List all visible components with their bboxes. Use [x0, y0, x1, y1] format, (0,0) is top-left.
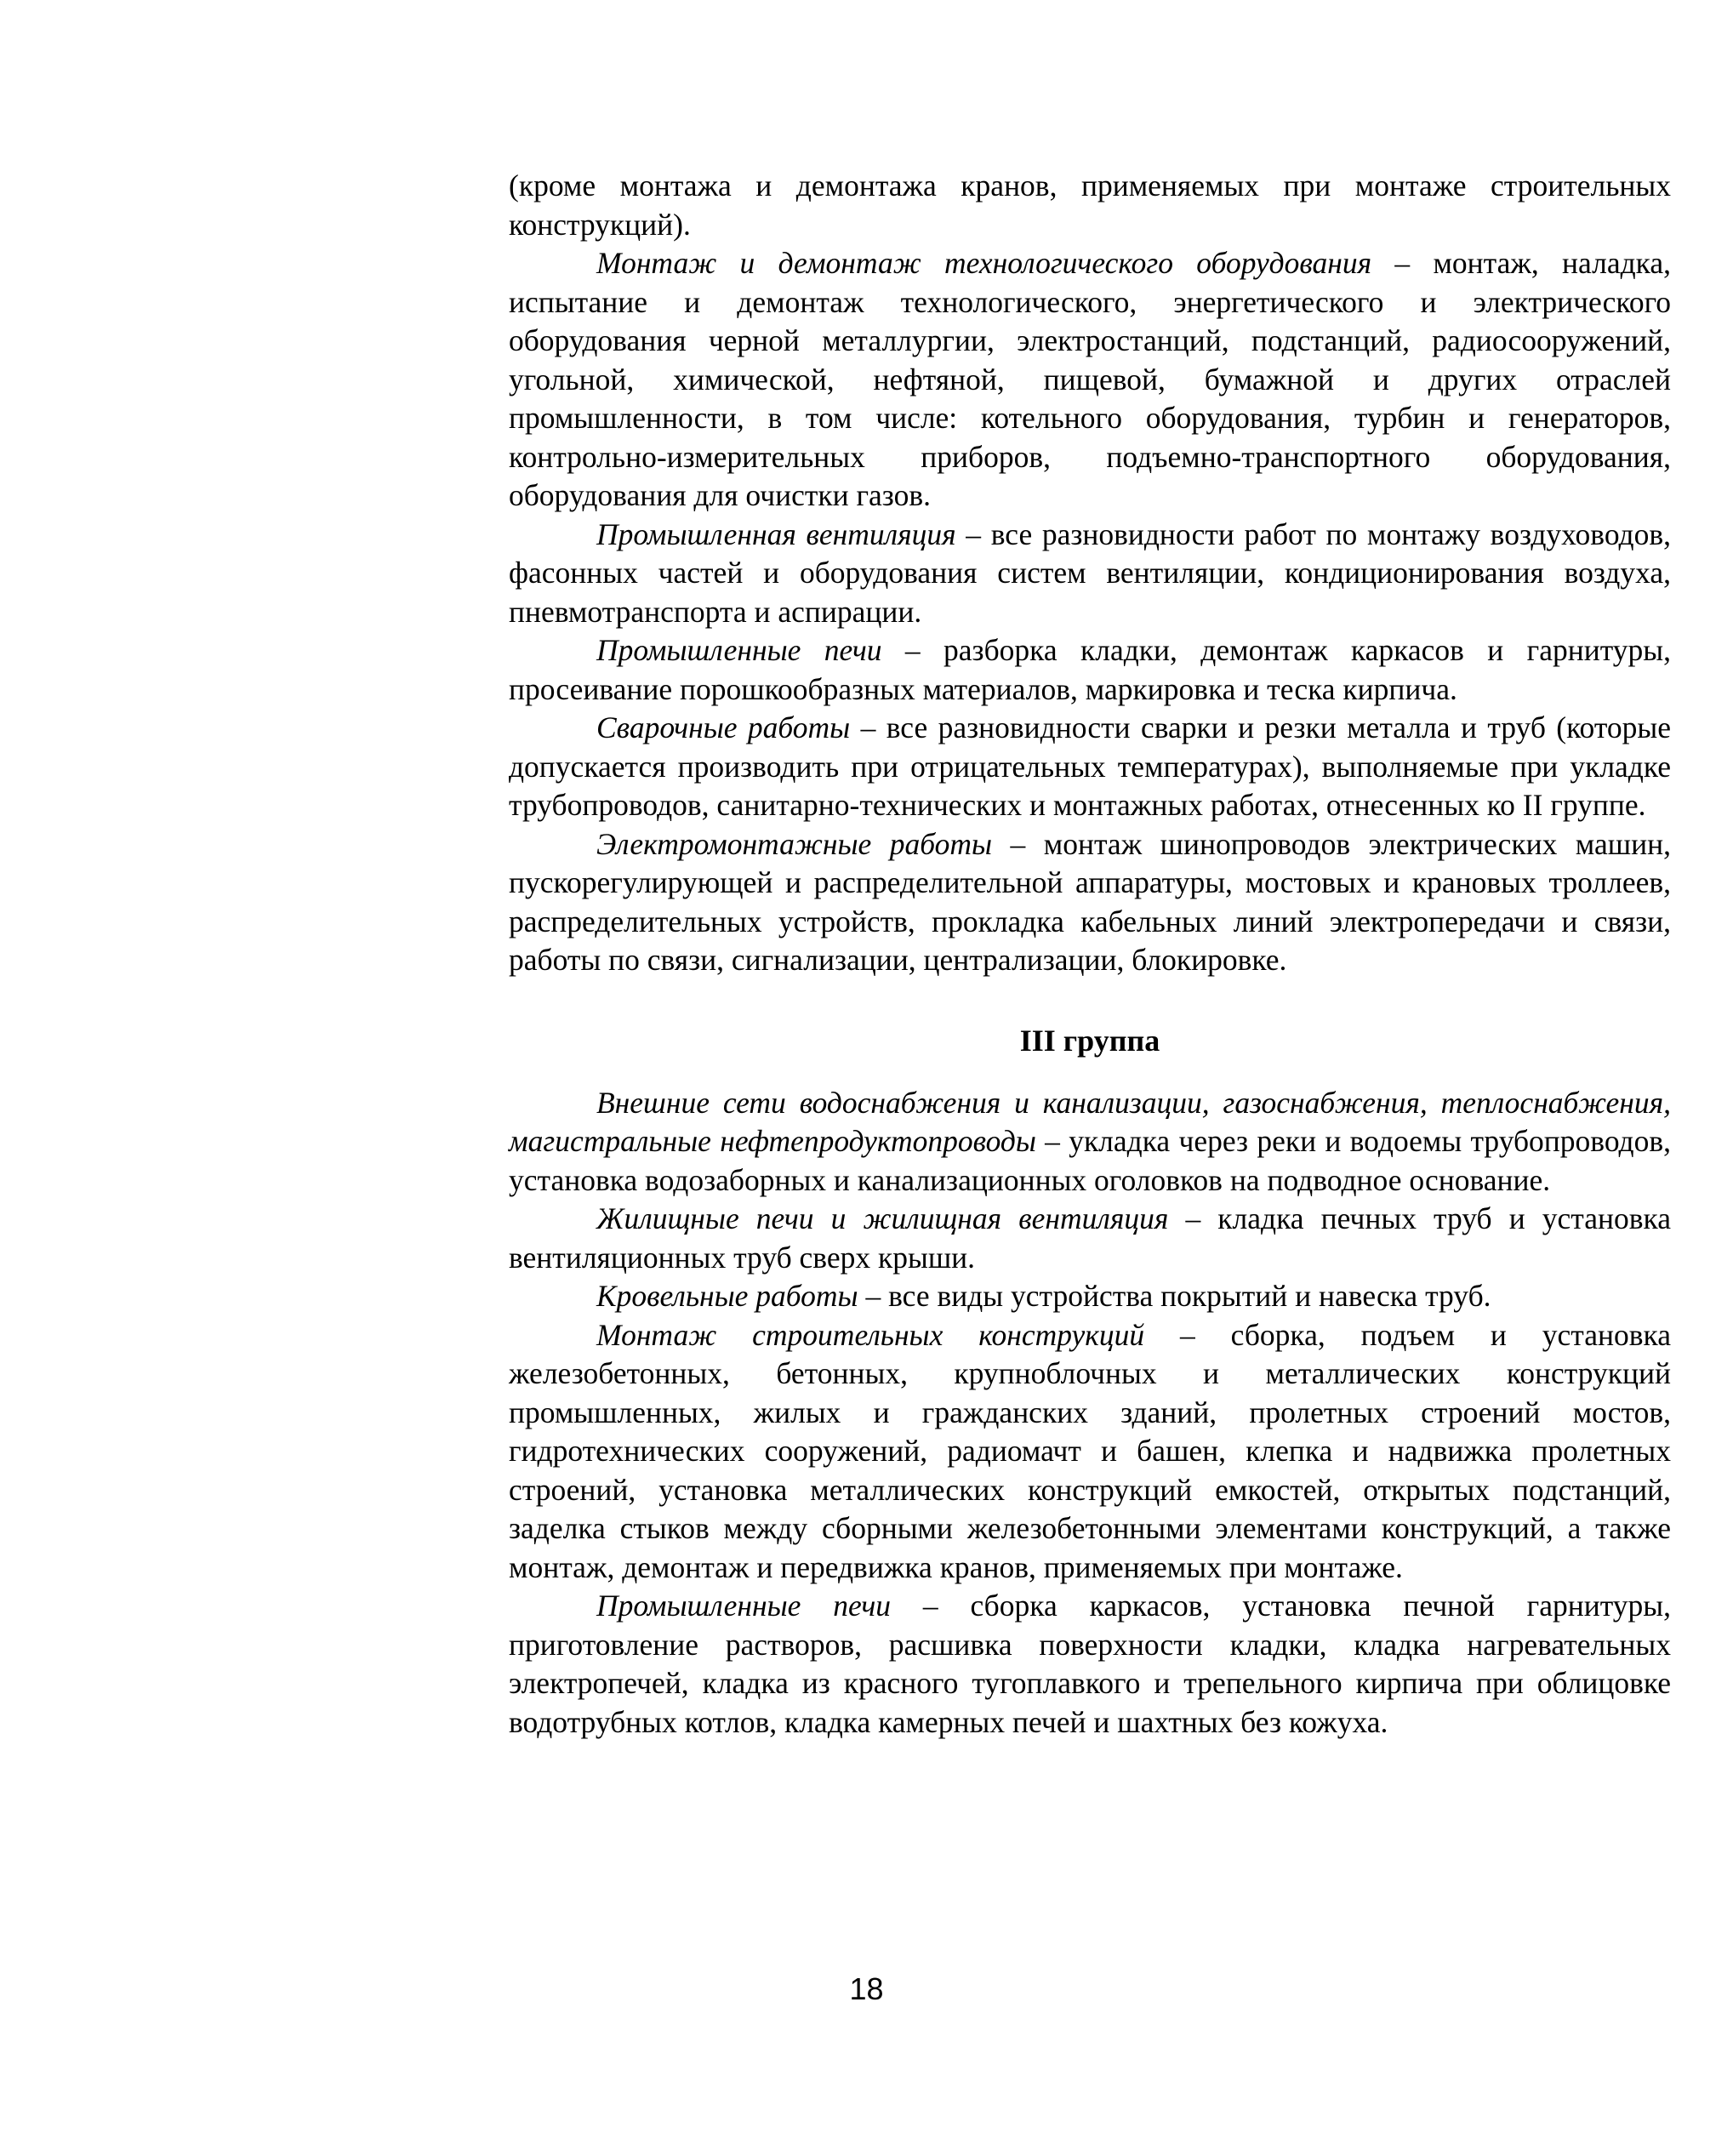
definition: – монтаж, наладка, испытание и демонтаж технологического, энергетического и электрического оборудования черной металлургии, электростанций, подстанций, радиосооружений, угольной, химической, нефтяной, пищевой, бумажной и других отраслей промышленности, в том числе: котельного оборудования, турбин и генераторов, контрольно-измерительных приборов, подъемно-транспортного оборудования, оборудования для очистки газов. [509, 246, 1672, 512]
term: Промышленные печи [596, 633, 882, 667]
paragraph-structural-installation [509, 1316, 1671, 1588]
term: Монтаж и демонтаж технологического оборудования [596, 246, 1372, 280]
term: Промышленные печи [596, 1588, 892, 1623]
definition: – сборка, подъем и установка железобетонных, бетонных, крупноблочных и металлических конструкций промышленных, жилых и гражданских зданий, пролетных строений мостов, гидротехнических сооружений, радиомачт и башен, клепка и надвижка пролетных строений, установка металлических конструкций емкостей, открытых подстанций, заделка стыков между сборными железобетонными элементами конструкций, а также монтаж, демонтаж и передвижка кранов, применяемых при монтаже. [509, 1317, 1671, 1584]
term: Промышленная вентиляция [596, 516, 956, 551]
term: Электромонтажные работы [596, 826, 993, 861]
definition: – все разновидности работ по монтажу воздуховодов, фасонных частей и оборудования систем вентиляции, кондиционирования воздуха, пневмотранспорта и аспирации. [509, 516, 1671, 629]
paragraph-welding-works [509, 709, 1671, 825]
paragraph-external-networks [509, 1084, 1671, 1201]
definition: – сборка каркасов, установка печной гарнитуры, приготовление растворов, расшивка поверхности кладки, кладка нагревательных электропечей, кладка из красного тугоплавкого и трепельного кирпича при облицовке водотрубных котлов, кладка камерных печей и шахтных без кожуха. [509, 1588, 1671, 1739]
continuation-paragraph: (кроме монтажа и демонтажа кранов, применяемых при монтаже строительных конструкций). [509, 168, 1671, 242]
paragraph-industrial-furnaces [509, 631, 1671, 709]
paragraph-residential-stoves [509, 1200, 1671, 1277]
definition: – кладка печных труб и установка вентиляционных труб сверх крыши. [509, 1201, 1671, 1275]
definition: – укладка через реки и водоемы трубопроводов, установка водозаборных и канализационных оголовков на подводное основание. [509, 1124, 1671, 1197]
definition: – все разновидности сварки и резки металла и труб (которые допускается производить при отрицательных температурах), выполняемые при укладке трубопроводов, санитарно-технических и монтажных работах, отнесенных ко II группе. [509, 710, 1671, 822]
paragraph-industrial-ventilation [509, 516, 1671, 632]
paragraph-roofing-works [509, 1277, 1671, 1316]
definition: – монтаж шинопроводов электрических машин, пускорегулирующей и распределительной аппаратуры, мостовых и крановых троллеев, распределительных устройств, прокладка кабельных линий электропередачи и связи, работы по связи, сигнализации, централизации, блокировке. [509, 826, 1671, 977]
document-page [509, 167, 1671, 1742]
term: Монтаж строительных конструкций [596, 1317, 1145, 1352]
paragraph-equipment-installation [509, 244, 1671, 516]
term: Внешние сети водоснабжения и канализации, газоснабжения, теплоснабжения, магистральные нефтепродуктопроводы [509, 1085, 1671, 1158]
page-number: 18 [849, 1971, 884, 2006]
definition: – все виды устройства покрытий и навеска труб. [858, 1279, 1491, 1313]
term: Жилищные печи и жилищная вентиляция [596, 1201, 1169, 1235]
term: Кровельные работы [596, 1279, 858, 1313]
definition: – разборка кладки, демонтаж каркасов и гарнитуры, просеивание порошкообразных материалов, маркировка и теска кирпича. [509, 633, 1671, 706]
paragraph-electrical-works [509, 825, 1671, 980]
section-heading-group-3: III группа [1019, 1023, 1160, 1058]
term: Сварочные работы [596, 710, 851, 744]
paragraph-industrial-furnaces-group-3 [509, 1587, 1671, 1742]
